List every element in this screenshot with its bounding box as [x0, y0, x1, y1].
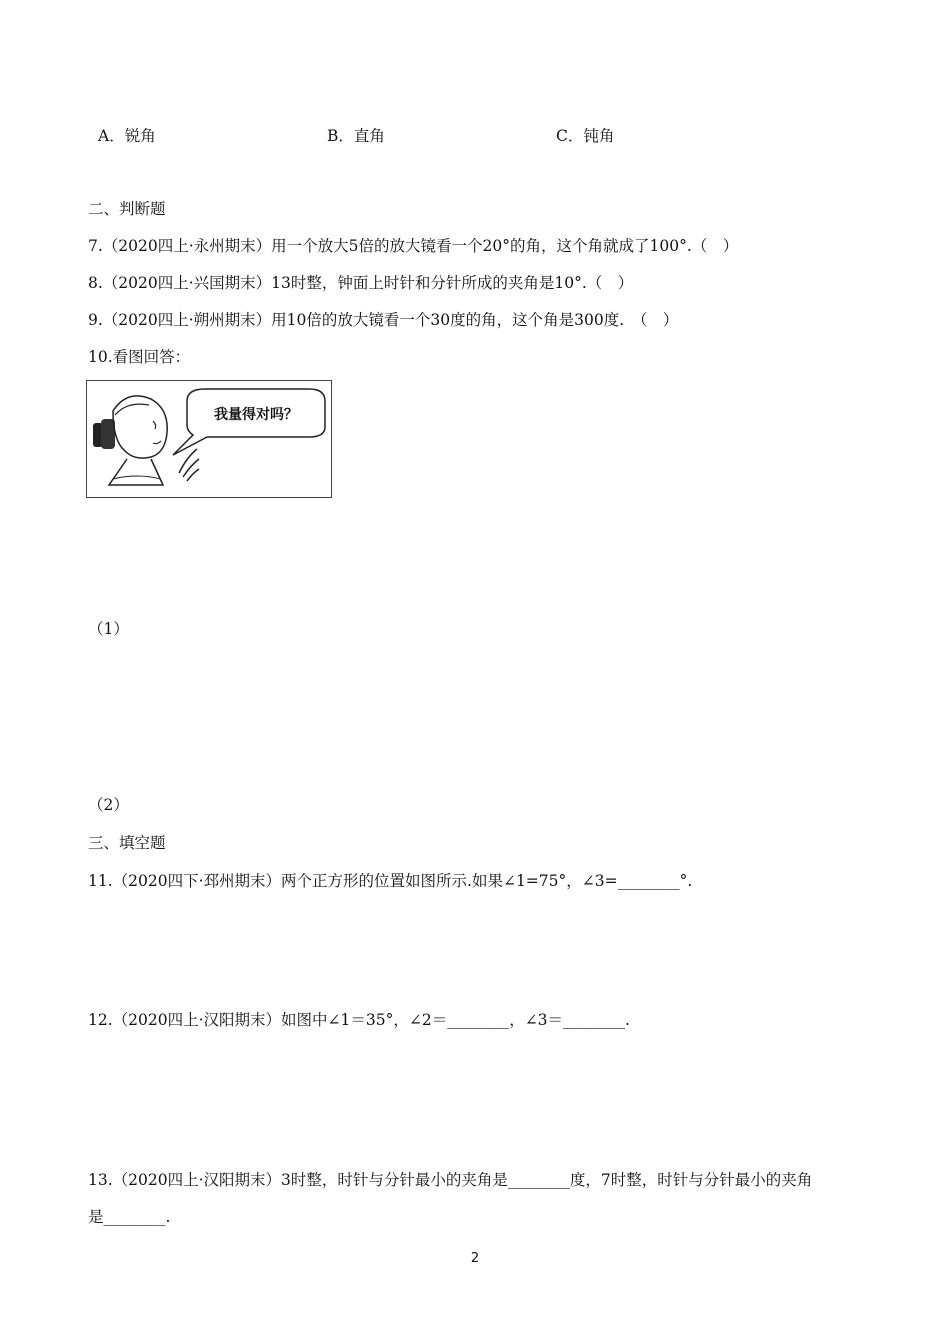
question-8: 8.（2020四上·兴国期末）13时整，钟面上时针和分针所成的夹角是10°.（ ）	[88, 274, 634, 292]
sub-answer-2: （2）	[88, 796, 129, 814]
question-12: 12.（2020四上·汉阳期末）如图中∠1＝35°，∠2＝________，∠3＝________.	[88, 1011, 630, 1029]
hair-line	[115, 404, 149, 415]
girl-drawing	[87, 381, 331, 497]
girl-illustration	[86, 380, 332, 498]
question-10: 10.看图回答：	[88, 348, 191, 366]
option-b: B．直角	[327, 127, 385, 145]
page-number: 2	[470, 1251, 480, 1266]
question-13-line2: 是________.	[88, 1208, 171, 1226]
question-9: 9.（2020四上·朔州期末）用10倍的放大镜看一个30度的角，这个角是300度. （ ）	[88, 311, 679, 329]
section-heading-judgement: 二、判断题	[88, 200, 166, 218]
option-c: C．钝角	[556, 127, 615, 145]
option-a: A．锐角	[98, 127, 156, 145]
hand	[179, 449, 199, 481]
mouth	[153, 441, 161, 444]
head-outline	[113, 396, 167, 458]
dress-pattern	[113, 476, 161, 479]
question-11: 11.（2020四下·邳州期末）两个正方形的位置如图所示.如果∠1=75°，∠3=________°.	[88, 872, 693, 890]
question-13-line1: 13.（2020四上·汉阳期末）3时整，时针与分针最小的夹角是________度，7时整，时针与分针最小的夹角	[88, 1171, 813, 1189]
dress	[109, 459, 163, 485]
eye	[153, 421, 156, 429]
section-heading-fill: 三、填空题	[88, 834, 166, 852]
speech-text: 我量得对吗？	[214, 407, 298, 423]
sub-answer-1: （1）	[88, 620, 129, 638]
question-7: 7.（2020四上·永州期末）用一个放大5倍的放大镜看一个20°的角，这个角就成了100°.（ ）	[88, 237, 739, 255]
